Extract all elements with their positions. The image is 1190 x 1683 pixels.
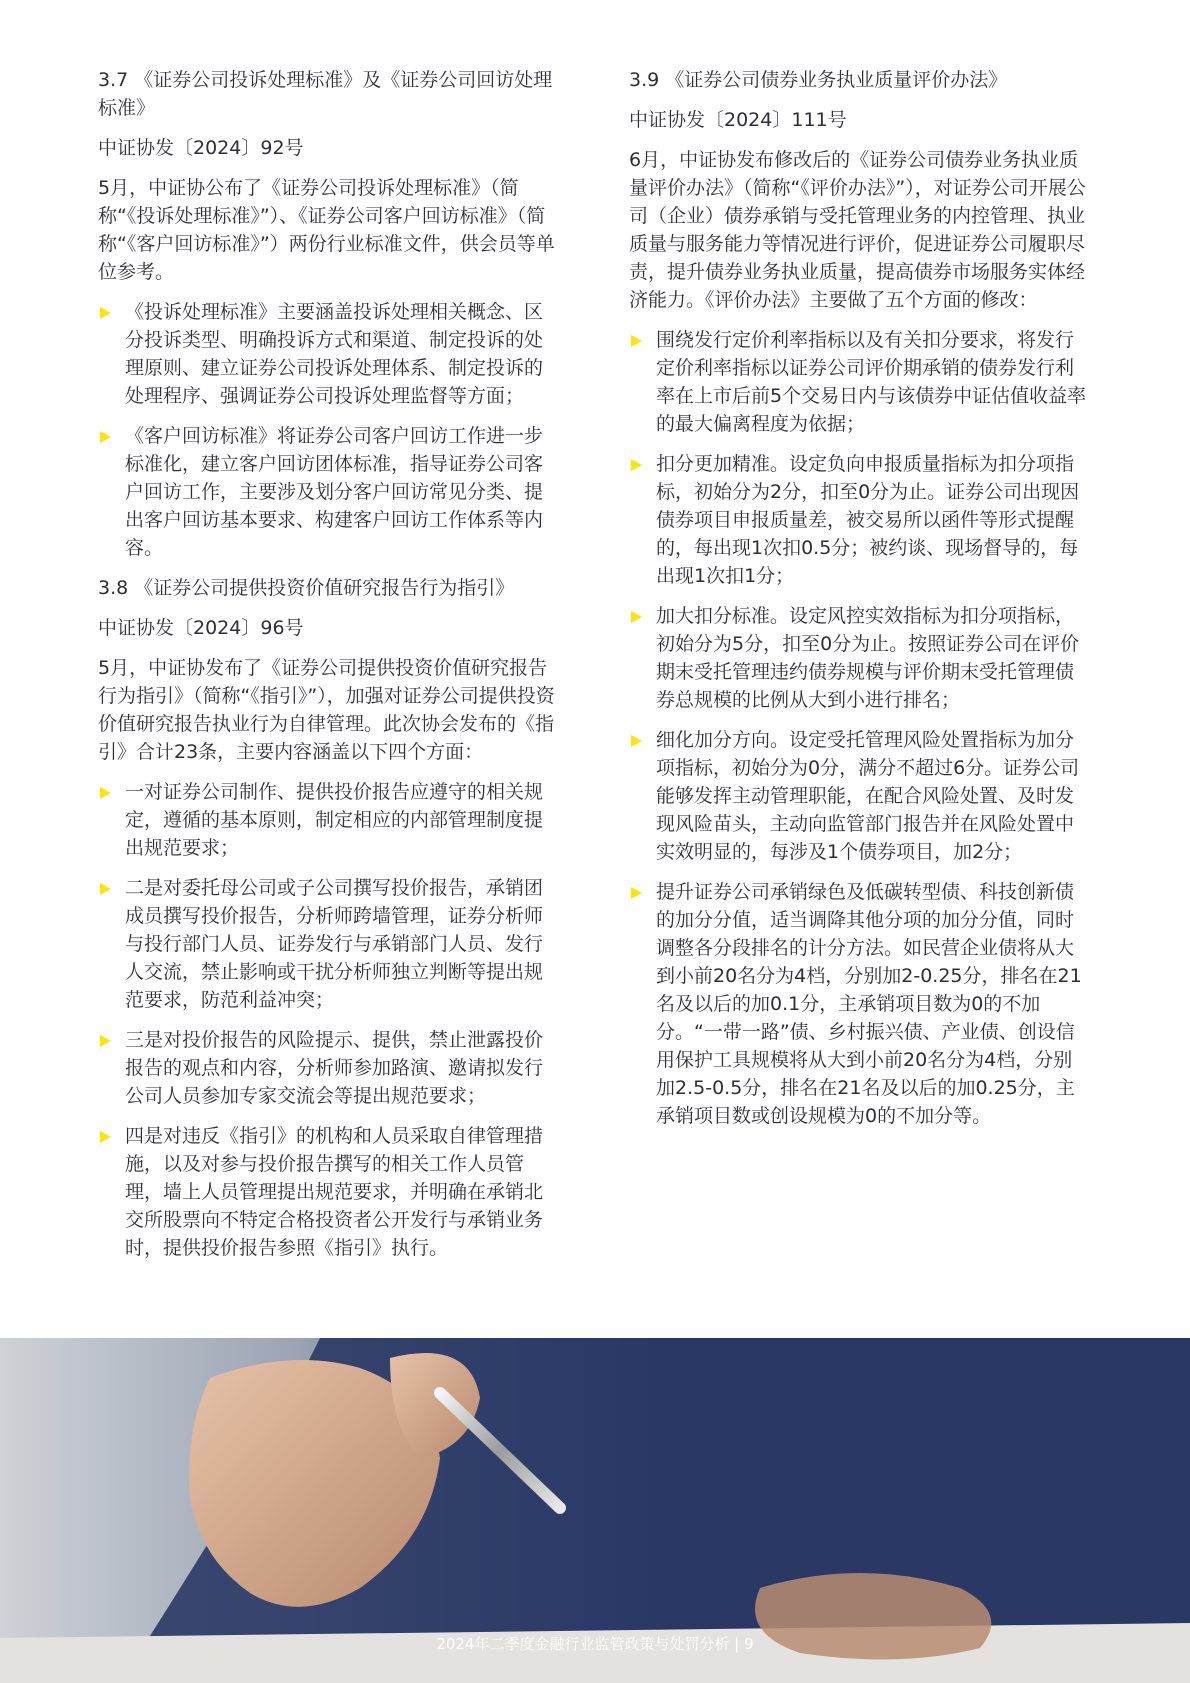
bullet-text: 一对证券公司制作、提供投价报告应遵守的相关规定，遵循的基本原则，制定相应的内部管理制度提出规范要求； — [125, 781, 544, 859]
list-item — [629, 326, 1091, 438]
list-item — [629, 602, 1091, 714]
left-column — [98, 66, 556, 1274]
section-3-9-bullet-list — [629, 326, 1091, 1130]
triangle-bullet-icon — [100, 787, 111, 799]
list-item — [98, 422, 556, 562]
bullet-text: 三是对投价报告的风险提示、提供，禁止泄露投价报告的观点和内容，分析师参加路演、邀请拟发行公司人员参加专家交流会等提出规范要求； — [125, 1029, 544, 1107]
bullet-text: 四是对违反《指引》的机构和人员采取自律管理措施，以及对参与投价报告撰写的相关工作人员管理，墙上人员管理提出规范要求，并明确在承销北交所股票向不特定合格投资者公开发行与承销业务时，提供投价报告参照《指引》执行。 — [125, 1125, 544, 1259]
bullet-text: 《投诉处理标准》主要涵盖投诉处理相关概念、区分投诉类型、明确投诉方式和渠道、制定投诉的处理原则、建立证券公司投诉处理体系、制定投诉的处理程序、强调证券公司投诉处理监督等方面； — [125, 301, 544, 407]
bullet-text: 《客户回访标准》将证券公司客户回访工作进一步标准化，建立客户回访团体标准，指导证券公司客户回访工作，主要涉及划分客户回访常见分类、提出客户回访基本要求、构建客户回访工作体系等内容。 — [125, 425, 544, 559]
list-item — [629, 726, 1091, 866]
triangle-bullet-icon — [631, 459, 642, 471]
bullet-text: 加大扣分标准。设定风控实效指标为扣分项指标，初始分为5分，扣至0分为止。按照证券公司在评价期末受托管理违约债券规模与评价期末受托管理债券总规模的比例从大到小进行排名； — [656, 605, 1080, 711]
triangle-bullet-icon — [631, 887, 642, 899]
section-3-9-heading: 3.9 《证券公司债券业务执业质量评价办法》 — [629, 69, 1008, 91]
right-column — [629, 66, 1091, 1142]
bullet-text: 提升证券公司承销绿色及低碳转型债、科技创新债的加分分值，适当调降其他分项的加分分值，同时调整各分段排名的计分方法。如民营企业债将从大到小前20名分为4档，分别加2-0.25分，排名在21名及以后的加0.1分，主承销项目数为0的不加分。“一带一路”债、乡村振兴债、产业债、创设信用保护工具规模将从大到小前20名分为4档，分别加2.5-0.5分，排名在21名及以后的加0.25分，主承销项目数或创设规模为0的不加分等。 — [656, 881, 1082, 1127]
section-3-7-docno: 中证协发〔2024〕92号 — [98, 137, 304, 159]
section-3-9-docno: 中证协发〔2024〕111号 — [629, 109, 847, 131]
section-3-9-intro: 6月，中证协发布修改后的《证券公司债券业务执业质量评价办法》（简称“《评价办法》”），对证券公司开展公司（企业）债券承销与受托管理业务的内控管理、执业质量与服务能力等情况进行评价，促进证券公司履职尽责，提升债券业务执业质量，提高债券市场服务实体经济能力。《评价办法》主要做了五个方面的修改： — [629, 149, 1086, 311]
triangle-bullet-icon — [100, 307, 111, 319]
triangle-bullet-icon — [100, 1035, 111, 1047]
list-item — [98, 778, 556, 862]
triangle-bullet-icon — [100, 1131, 111, 1143]
triangle-bullet-icon — [631, 335, 642, 347]
list-item — [98, 874, 556, 1014]
section-3-8-intro: 5月，中证协发布了《证券公司提供投资价值研究报告行为指引》（简称“《指引》”），加强对证券公司提供投资价值研究报告执业行为自律管理。此次协会发布的《指引》合计23条，主要内容涵盖以下四个方面： — [98, 657, 555, 763]
section-3-8-docno: 中证协发〔2024〕96号 — [98, 617, 304, 639]
section-3-7-bullet-list — [98, 298, 556, 562]
triangle-bullet-icon — [631, 611, 642, 623]
list-item — [98, 1122, 556, 1262]
hand-holding-pen-photo — [0, 1338, 1190, 1683]
bullet-text: 扣分更加精准。设定负向申报质量指标为扣分项指标，初始分为2分，扣至0分为止。证券公司出现因债券项目申报质量差，被交易所以函件等形式提醒的，每出现1次扣0.5分；被约谈、现场督导的，每出现1次扣1分； — [656, 453, 1080, 587]
triangle-bullet-icon — [100, 431, 111, 443]
triangle-bullet-icon — [631, 735, 642, 747]
list-item — [98, 1026, 556, 1110]
bullet-text: 二是对委托母公司或子公司撰写投价报告，承销团成员撰写投价报告，分析师跨墙管理，证券分析师与投行部门人员、证券发行与承销部门人员、发行人交流，禁止影响或干扰分析师独立判断等提出规范要求，防范利益冲突； — [125, 877, 544, 1011]
triangle-bullet-icon — [100, 883, 111, 895]
bullet-text: 围绕发行定价利率指标以及有关扣分要求，将发行定价利率指标以证券公司评价期承销的债券发行利率在上市后前5个交易日内与该债券中证估值收益率的最大偏离程度为依据； — [656, 329, 1087, 435]
section-3-7-intro: 5月，中证协公布了《证券公司投诉处理标准》（简称“《投诉处理标准》”）、《证券公司客户回访标准》（简称“《客户回访标准》”）两份行业标准文件，供会员等单位参考。 — [98, 177, 555, 283]
list-item — [629, 878, 1091, 1130]
section-3-8-heading: 3.8 《证券公司提供投资价值研究报告行为指引》 — [98, 577, 515, 599]
photo-illustration — [0, 1338, 1190, 1683]
bullet-text: 细化加分方向。设定受托管理风险处置指标为加分项指标，初始分为0分，满分不超过6分。证券公司能够发挥主动管理职能，在配合风险处置、及时发现风险苗头，主动向监管部门报告并在风险处置中实效明显的，每涉及1个债券项目，加2分； — [656, 729, 1080, 863]
page-footer: 2024年二季度金融行业监管政策与处罚分析 | 9 — [436, 1635, 754, 1653]
section-3-8-bullet-list — [98, 778, 556, 1262]
list-item — [629, 450, 1091, 590]
list-item — [98, 298, 556, 410]
section-3-7-heading: 3.7 《证券公司投诉处理标准》及《证券公司回访处理标准》 — [98, 69, 553, 119]
